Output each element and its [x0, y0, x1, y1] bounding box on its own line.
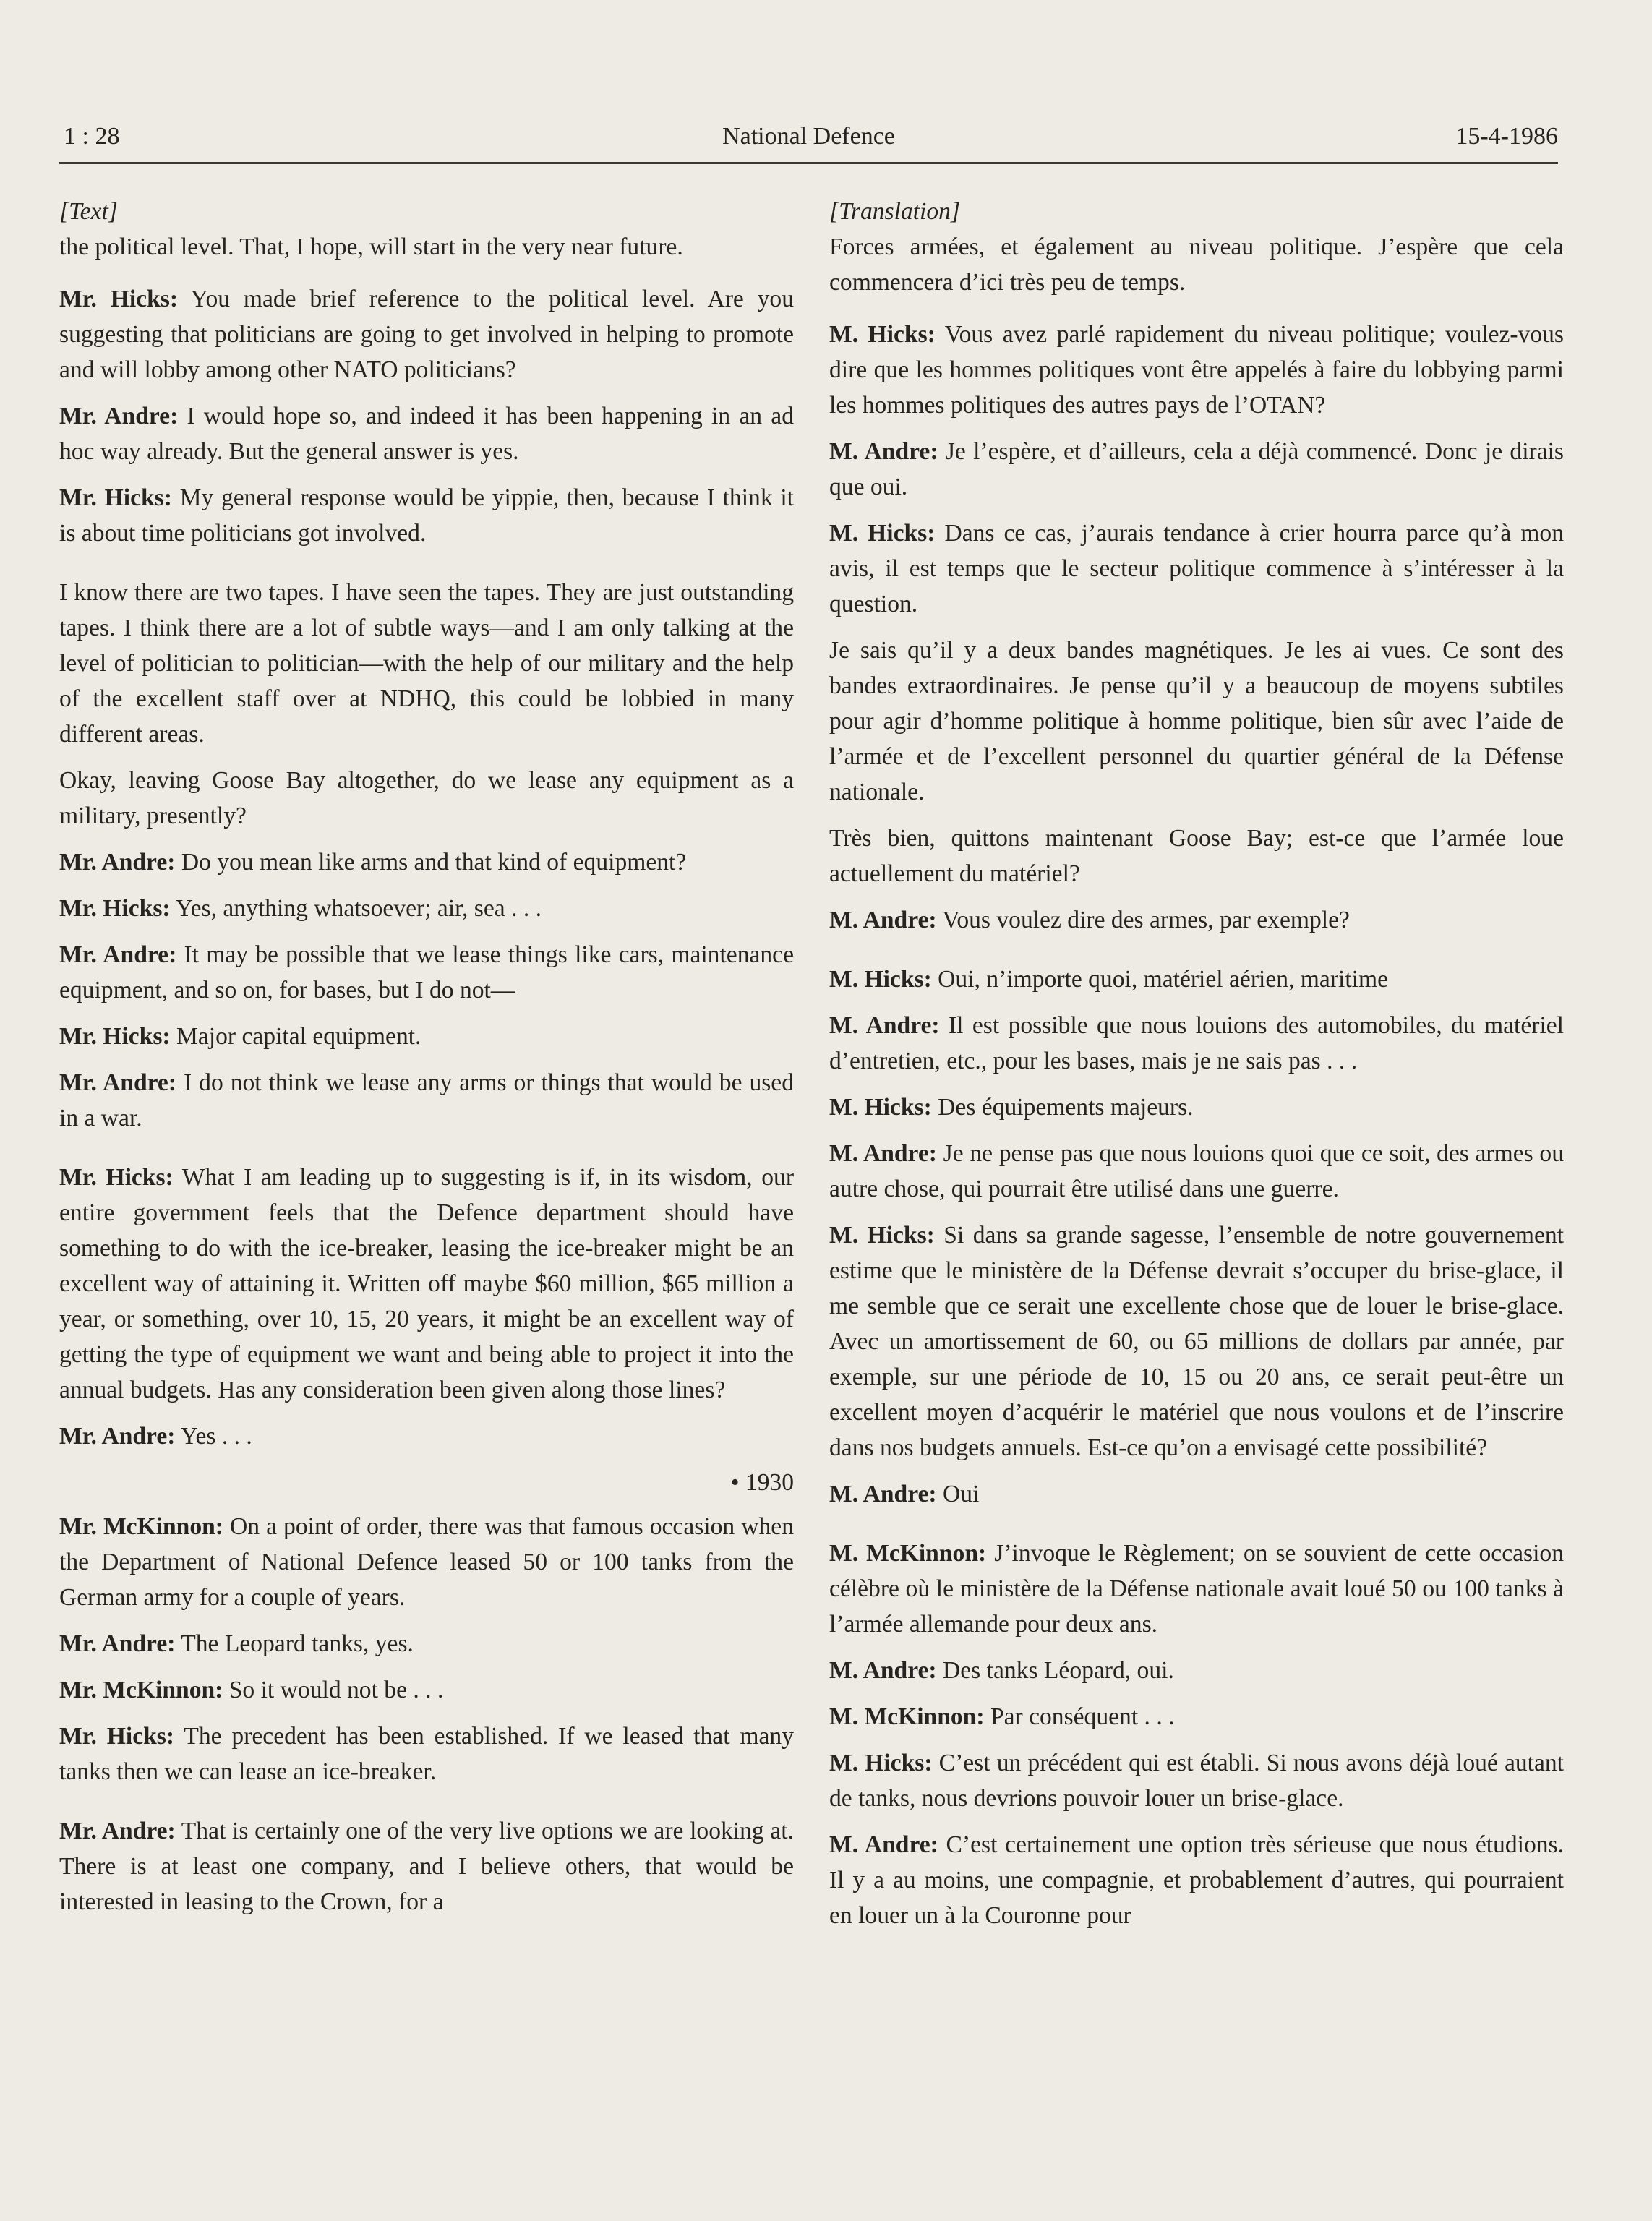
speech-paragraph: Mr. Andre: Do you mean like arms and that kind of equipment?	[59, 849, 687, 876]
paragraph: I know there are two tapes. I have seen the tapes. They are just outstanding tapes. I think there are a lot of subtle ways—and I am only talking at the level of politician to politician—with the help of our military and the help of the excellent staff over at NDHQ, this could be lobbied in many different areas.	[59, 579, 794, 748]
paragraph: Très bien, quittons maintenant Goose Bay; est-ce que l’armée loue actuellement du matériel?	[829, 825, 1564, 887]
speech-paragraph: M. Andre: Je l’espère, et d’ailleurs, cela a déjà commencé. Donc je dirais que oui.	[829, 438, 1565, 500]
speaker-name: M. Andre:	[829, 1012, 940, 1039]
speech-paragraph: Mr. McKinnon: On a point of order, there was that famous occasion when the Department of National Defence leased 50 or 100 tanks from the German army for a couple of years.	[59, 1513, 794, 1611]
speaker-name: M. Hicks:	[829, 1222, 935, 1249]
speaker-name: Mr. Hicks:	[59, 484, 172, 511]
speech-paragraph: M. Andre: Je ne pense pas que nous louions quoi que ce soit, des armes ou autre chose, qui pourrait être utilisé dans une guerre.	[829, 1140, 1564, 1202]
speaker-name: Mr. Hicks:	[59, 1023, 171, 1050]
speaker-name: Mr. Hicks:	[59, 895, 171, 922]
speech-paragraph: M. Andre: Des tanks Léopard, oui.	[829, 1657, 1174, 1684]
speech-paragraph: M. Hicks: Des équipements majeurs.	[829, 1094, 1194, 1121]
speaker-name: Mr. Hicks:	[59, 1164, 174, 1191]
speaker-name: M. Hicks:	[829, 966, 932, 993]
paragraph: Okay, leaving Goose Bay altogether, do we lease any equipment as a military, presently?	[59, 767, 794, 829]
speech-paragraph: M. McKinnon: J’invoque le Règlement; on se souvient de cette occasion célèbre où le ministère de la Défense nationale avait loué 50 ou 100 tanks à l’armée allemande pour deux ans.	[829, 1540, 1564, 1638]
speech-paragraph: Mr. Andre: I would hope so, and indeed it has been happening in an ad hoc way already. But the general answer is yes.	[59, 403, 794, 465]
speech-paragraph: M. Hicks: Si dans sa grande sagesse, l’ensemble de notre gouvernement estime que le ministère de la Défense devrait s’occuper du brise-glace, il me semble que ce serait une excellente chose que de louer le brise-glace. Avec un amortissement de 60, ou 65 millions de dollars par année, par exemple, sur une période de 10, 15 ou 20 ans, ce serait peut-être un excellent moyen d’acquérir le matériel que nous voulons et de l’inscrire dans nos budgets annuels. Est-ce qu’on a envisagé cette possibilité?	[829, 1222, 1564, 1461]
speech-paragraph: Mr. Hicks: My general response would be yippie, then, because I think it is about time politicians got involved.	[59, 484, 794, 547]
speech-paragraph: Mr. Andre: It may be possible that we lease things like cars, maintenance equipment, and so on, for bases, but I do not—	[59, 941, 794, 1003]
speaker-name: Mr. McKinnon:	[59, 1513, 223, 1540]
speaker-name: Mr. Andre:	[59, 941, 177, 968]
speech-paragraph: M. Hicks: Oui, n’importe quoi, matériel aérien, maritime	[829, 966, 1389, 993]
speech-paragraph: Mr. Hicks: Yes, anything whatsoever; air, sea . . .	[59, 895, 542, 922]
speaker-name: Mr. Hicks:	[59, 286, 178, 312]
speaker-name: Mr. Andre:	[59, 1423, 176, 1450]
paragraph: Forces armées, et également au niveau politique. J’espère que cela commencera d’ici très peu de temps.	[829, 234, 1564, 296]
page-header	[59, 119, 1558, 164]
speaker-name: M. Andre:	[829, 1657, 937, 1684]
speaker-name: Mr. Andre:	[59, 403, 179, 429]
speech-paragraph: Mr. Hicks: You made brief reference to the political level. Are you suggesting that politicians are going to get involved in helping to promote and will lobby among other NATO politicians?	[59, 286, 794, 383]
paragraph: Je sais qu’il y a deux bandes magnétiques. Je les ai vues. Ce sont des bandes extraordinaires. Je pense qu’il y a beaucoup de moyens subtiles pour agir d’homme politique à homme politique, bien sûr avec l’aide de l’armée et de l’excellent personnel du quartier général de la Défense nationale.	[829, 637, 1564, 805]
speaker-name: Mr. Andre:	[59, 1069, 177, 1096]
speaker-name: M. Andre:	[829, 907, 937, 933]
speaker-name: Mr. Andre:	[59, 1630, 176, 1657]
speech-paragraph: Mr. Hicks: What I am leading up to suggesting is if, in its wisdom, our entire government feels that the Defence department should have something to do with the ice-breaker, leasing the ice-breaker might be an excellent way of attaining it. Written off maybe $60 million, $65 million a year, or something, over 10, 15, 20 years, it might be an excellent way of getting the type of equipment we want and being able to project it into the annual budgets. Has any consideration been given along those lines?	[59, 1164, 794, 1403]
speaker-name: Mr. McKinnon:	[59, 1677, 223, 1703]
speaker-name: Mr. Andre:	[59, 1818, 176, 1844]
french-column	[829, 194, 1564, 1944]
speaker-name: M. McKinnon:	[829, 1540, 987, 1567]
publication-title: National Defence	[722, 123, 895, 150]
speaker-name: M. Hicks:	[829, 1750, 933, 1776]
speech-paragraph: Mr. McKinnon: So it would not be . . .	[59, 1677, 444, 1703]
paragraph: the political level. That, I hope, will start in the very near future.	[59, 234, 683, 260]
speech-paragraph: M. Andre: Vous voulez dire des armes, par exemple?	[829, 907, 1350, 933]
speech-paragraph: M. Andre: C’est certainement une option très sérieuse que nous étudions. Il y a au moins, une compagnie, et probablement d’autres, qui pourraient en louer un à la Couronne pour	[829, 1831, 1565, 1929]
speaker-name: M. McKinnon:	[829, 1703, 985, 1730]
speaker-name: M. Hicks:	[829, 1094, 932, 1121]
speech-paragraph: M. McKinnon: Par conséquent . . .	[829, 1703, 1175, 1730]
speech-paragraph: M. Hicks: Vous avez parlé rapidement du niveau politique; voulez-vous dire que les hommes politiques vont être appelés à faire du lobbying parmi les hommes politiques des autres pays de l’OTAN?	[829, 321, 1564, 419]
speaker-name: Mr. Andre:	[59, 849, 176, 876]
time-marker: • 1930	[730, 1469, 794, 1496]
publication-date: 15-4-1986	[1455, 123, 1558, 150]
speaker-name: M. Hicks:	[829, 520, 936, 547]
speech-paragraph: Mr. Hicks: Major capital equipment.	[59, 1023, 421, 1050]
speaker-name: M. Andre:	[829, 1831, 938, 1858]
speaker-name: M. Hicks:	[829, 321, 936, 348]
speaker-name: M. Andre:	[829, 438, 938, 465]
language-label: [Translation]	[829, 198, 961, 225]
speaker-name: M. Andre:	[829, 1140, 937, 1167]
speech-paragraph: M. Andre: Oui	[829, 1481, 980, 1507]
speech-paragraph: Mr. Andre: The Leopard tanks, yes.	[59, 1630, 414, 1657]
english-column	[59, 194, 794, 1930]
speech-paragraph: Mr. Hicks: The precedent has been established. If we leased that many tanks then we can lease an ice-breaker.	[59, 1723, 795, 1785]
speech-paragraph: M. Hicks: C’est un précédent qui est établi. Si nous avons déjà loué autant de tanks, nous devrions pouvoir louer un brise-glace.	[829, 1750, 1564, 1812]
speech-paragraph: M. Andre: Il est possible que nous louions des automobiles, du matériel d’entretien, etc., pour les bases, mais je ne sais pas . . .	[829, 1012, 1565, 1074]
speech-paragraph: Mr. Andre: I do not think we lease any arms or things that would be used in a war.	[59, 1069, 794, 1131]
speech-paragraph: Mr. Andre: That is certainly one of the very live options we are looking at. There is at least one company, and I believe others, that would be interested in leasing to the Crown, for a	[59, 1818, 794, 1915]
language-label: [Text]	[59, 198, 118, 225]
speaker-name: Mr. Hicks:	[59, 1723, 175, 1750]
page-number: 1 : 28	[64, 123, 120, 150]
speech-paragraph: M. Hicks: Dans ce cas, j’aurais tendance à crier hourra parce qu’à mon avis, il est temps que le secteur politique commence à s’intéresser à la question.	[829, 520, 1564, 617]
speaker-name: M. Andre:	[829, 1481, 937, 1507]
speech-paragraph: Mr. Andre: Yes . . .	[59, 1423, 252, 1450]
